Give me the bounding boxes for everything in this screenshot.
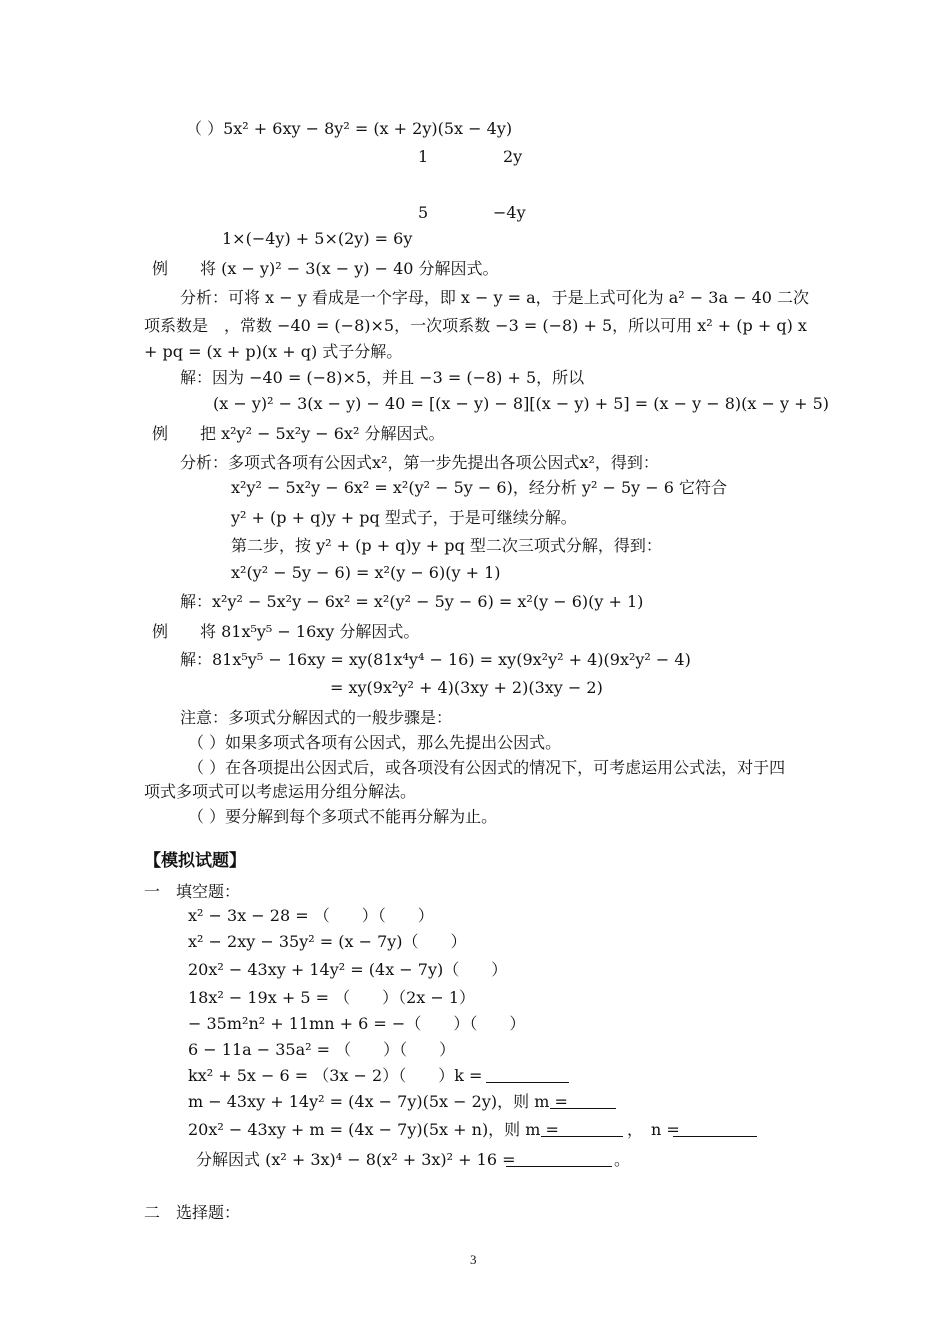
text-line: x²y² − 5x²y − 6x² = x²(y² − 5y − 6)，经分析 y² − 5y − 6 它符合 bbox=[231, 478, 728, 497]
text-line: 1 bbox=[418, 147, 429, 166]
text-line: （ ）如果多项式各项有公因式，那么先提出公因式。 bbox=[188, 733, 562, 752]
text-line: 1×(−4y) + 5×(2y) = 6y bbox=[222, 229, 413, 248]
text-line: 项式多项式可以考虑运用分组分解法。 bbox=[144, 782, 417, 801]
text-line: kx² + 5x − 6 = （3x − 2）（ ）k = bbox=[188, 1066, 483, 1085]
text-line: −4y bbox=[493, 203, 526, 222]
text-line: （ ）在各项提出公因式后，或各项没有公因式的情况下，可考虑运用公式法，对于四 bbox=[188, 758, 786, 777]
answer-blank-n[interactable] bbox=[673, 1120, 757, 1137]
text-line: （ ）要分解到每个多项式不能再分解为止。 bbox=[188, 807, 498, 826]
text-line: 解：81x⁵y⁵ − 16xy = xy(81x⁴y⁴ − 16) = xy(9x²y² + 4)(9x²y² − 4) bbox=[180, 650, 691, 669]
text-line: 注意：多项式分解因式的一般步骤是： bbox=[180, 708, 453, 727]
answer-blank-factor[interactable] bbox=[506, 1150, 612, 1167]
text-line: 解：因为 −40 = (−8)×5，并且 −3 = (−8) + 5，所以 bbox=[180, 368, 585, 387]
text-line: 一 填空题： bbox=[144, 882, 241, 901]
text-line: + pq = (x + p)(x + q) 式子分解。 bbox=[144, 342, 403, 361]
answer-blank-m2[interactable] bbox=[541, 1120, 623, 1137]
text-line: 分析：多项式各项有公因式x²，第一步先提出各项公因式x²，得到： bbox=[180, 453, 659, 472]
text-line: 分析：可将 x − y 看成是一个字母，即 x − y = a，于是上式可化为 a² − 3a − 40 二次 bbox=[180, 288, 810, 307]
text-line: 2y bbox=[503, 147, 523, 166]
text-line: 。 bbox=[614, 1150, 631, 1169]
text-line: 20x² − 43xy + 14y² = (4x − 7y)（ ） bbox=[188, 960, 508, 979]
text-line: 二 选择题： bbox=[144, 1203, 241, 1222]
text-line: 【模拟试题】 bbox=[144, 851, 246, 871]
text-line: （ ）5x² + 6xy − 8y² = (x + 2y)(5x − 4y) bbox=[186, 119, 513, 138]
answer-blank-m1[interactable] bbox=[550, 1092, 616, 1109]
text-line: 解：x²y² − 5x²y − 6x² = x²(y² − 5y − 6) = x²(y − 6)(y + 1) bbox=[180, 592, 644, 611]
text-line: 分解因式 (x² + 3x)⁴ − 8(x² + 3x)² + 16 = bbox=[196, 1150, 516, 1169]
answer-blank-k[interactable] bbox=[486, 1066, 569, 1083]
text-line: y² + (p + q)y + pq 型式子，于是可继续分解。 bbox=[231, 508, 577, 527]
text-line: 例 将 (x − y)² − 3(x − y) − 40 分解因式。 bbox=[152, 259, 499, 278]
text-line: − 35m²n² + 11mn + 6 = −（ ）（ ） bbox=[188, 1014, 526, 1033]
text-line: (x − y)² − 3(x − y) − 40 = [(x − y) − 8][(x − y) + 5] = (x − y − 8)(x − y + 5) bbox=[213, 394, 830, 413]
text-line: 项系数是 ，常数 −40 = (−8)×5，一次项系数 −3 = (−8) + 5，所以可用 x² + (p + q) x bbox=[144, 316, 807, 335]
text-line: 20x² − 43xy + m = (4x − 7y)(5x + n)，则 m = bbox=[188, 1120, 559, 1139]
text-line: = xy(9x²y² + 4)(3xy + 2)(3xy − 2) bbox=[330, 678, 603, 697]
text-line: m − 43xy + 14y² = (4x − 7y)(5x − 2y)，则 m = bbox=[188, 1092, 568, 1111]
text-line: 例 把 x²y² − 5x²y − 6x² 分解因式。 bbox=[152, 424, 445, 443]
text-line: 例 将 81x⁵y⁵ − 16xy 分解因式。 bbox=[152, 622, 420, 641]
text-line: 5 bbox=[418, 203, 429, 222]
text-line: x² − 3x − 28 = （ ）（ ） bbox=[188, 906, 434, 925]
page-number: 3 bbox=[470, 1252, 477, 1267]
text-line: 18x² − 19x + 5 = （ ）（2x − 1） bbox=[188, 988, 476, 1007]
text-line: ， n = bbox=[627, 1120, 680, 1139]
text-line: 第二步，按 y² + (p + q)y + pq 型二次三项式分解，得到： bbox=[231, 536, 662, 555]
text-line: x²(y² − 5y − 6) = x²(y − 6)(y + 1) bbox=[231, 563, 501, 582]
text-line: x² − 2xy − 35y² = (x − 7y)（ ） bbox=[188, 932, 467, 951]
text-line: 6 − 11a − 35a² = （ ）（ ） bbox=[188, 1040, 456, 1059]
